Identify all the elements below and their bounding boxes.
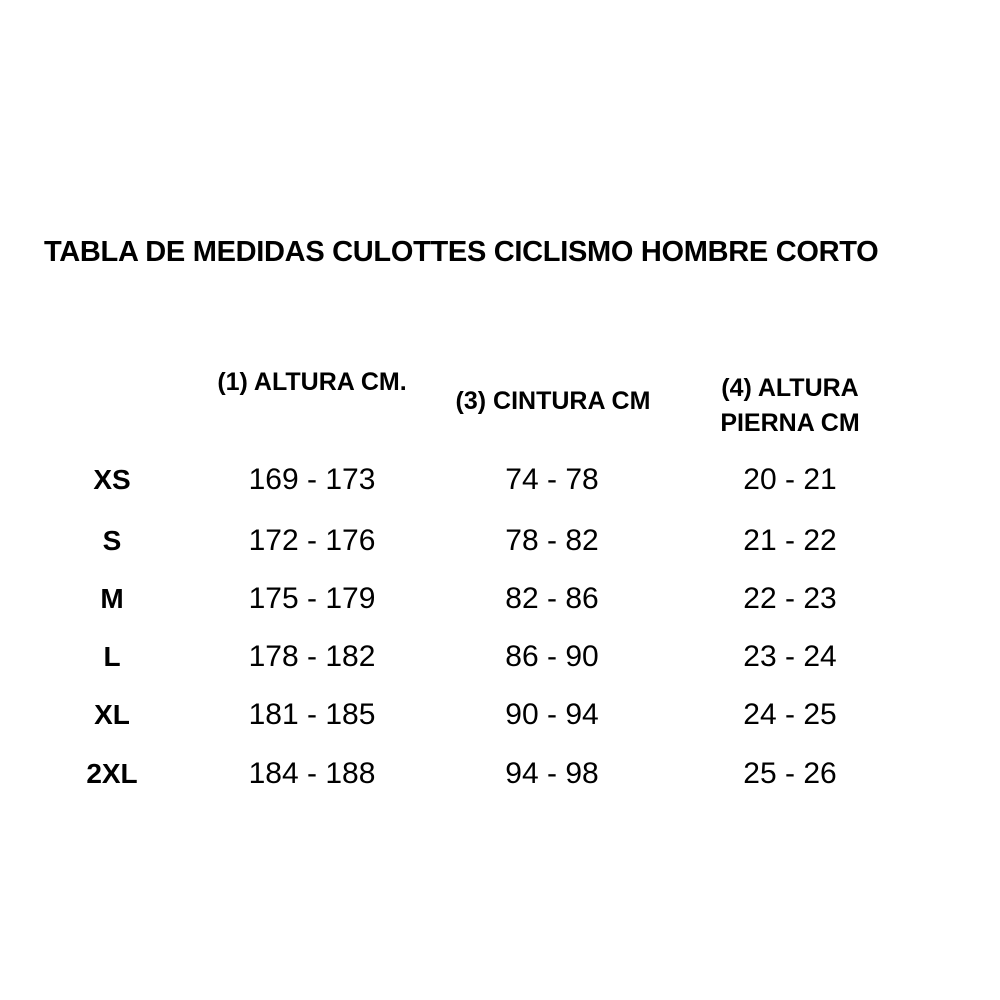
pierna-value: 22 - 23 xyxy=(743,582,837,615)
altura-value: 172 - 176 xyxy=(248,524,376,557)
header-cintura: (3) CINTURA CM xyxy=(455,387,651,415)
size-label: S xyxy=(102,525,122,556)
altura-value: 181 - 185 xyxy=(248,698,376,731)
pierna-value: 23 - 24 xyxy=(743,640,837,673)
altura-value: 175 - 179 xyxy=(248,582,376,615)
size-label: XS xyxy=(93,464,131,495)
altura-value: 184 - 188 xyxy=(248,757,376,790)
cintura-value: 86 - 90 xyxy=(505,640,599,673)
cintura-value: 78 - 82 xyxy=(505,524,599,557)
cintura-value: 90 - 94 xyxy=(505,698,599,731)
pierna-value: 25 - 26 xyxy=(743,757,837,790)
altura-value: 169 - 173 xyxy=(248,463,376,496)
pierna-value: 20 - 21 xyxy=(743,463,837,496)
pierna-value: 21 - 22 xyxy=(743,524,837,557)
size-label: L xyxy=(103,641,121,672)
cintura-value: 74 - 78 xyxy=(505,463,599,496)
header-altura-pierna: (4) ALTURA PIERNA CM xyxy=(720,374,860,437)
size-label: 2XL xyxy=(86,758,138,789)
size-label: M xyxy=(100,583,124,614)
pierna-value: 24 - 25 xyxy=(743,698,837,731)
altura-value: 178 - 182 xyxy=(248,640,376,673)
size-label: XL xyxy=(94,699,130,730)
header-altura: (1) ALTURA CM. xyxy=(217,368,407,396)
cintura-value: 82 - 86 xyxy=(505,582,599,615)
page-title: TABLA DE MEDIDAS CULOTTES CICLISMO HOMBRE CORTO xyxy=(44,236,879,268)
cintura-value: 94 - 98 xyxy=(505,757,599,790)
